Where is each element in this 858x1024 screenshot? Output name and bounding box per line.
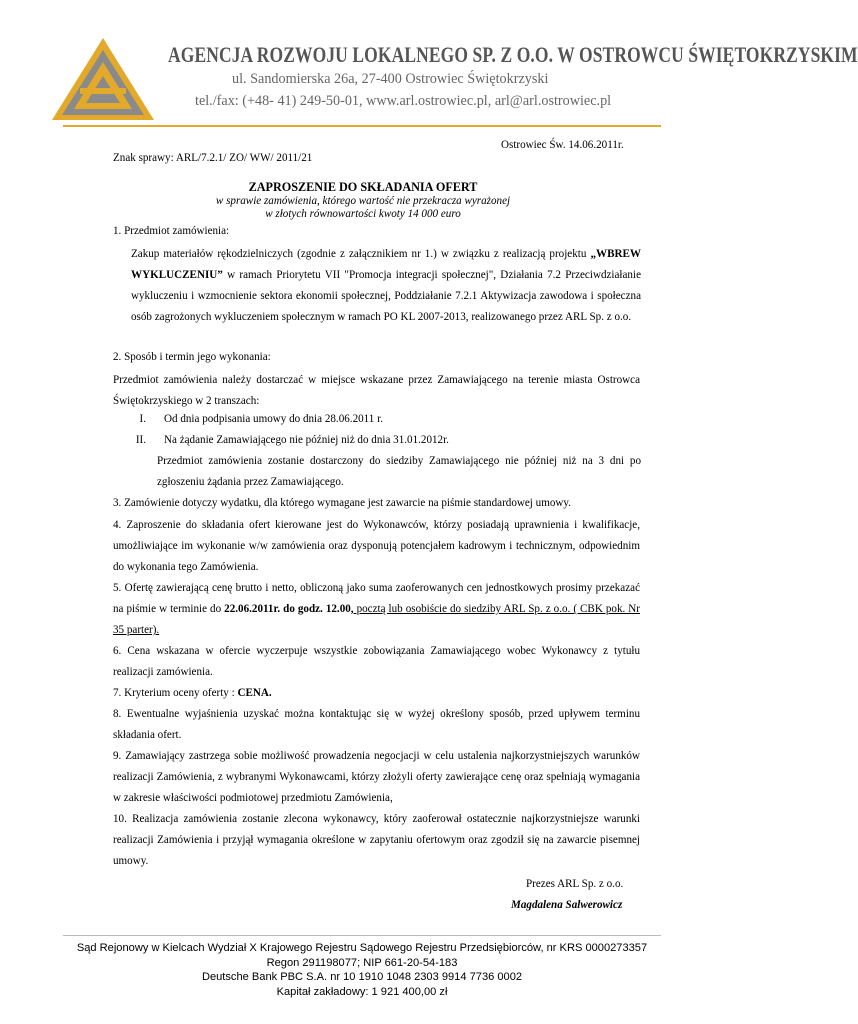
reference-number: Znak sprawy: ARL/7.2.1/ ZO/ WW/ 2011/21 xyxy=(113,152,313,164)
subtitle-line-2: w złotych równowartości kwoty 14 000 euro xyxy=(265,208,461,220)
tranche-1-text: Od dnia podpisania umowy do dnia 28.06.2011 r. xyxy=(164,413,383,425)
agency-contact: tel./fax: (+48- 41) 249-50-01, www.arl.ostrowiec.pl, arl@arl.ostrowiec.pl xyxy=(195,93,612,109)
subtitle-line-1: w sprawie zamówienia, którego wartość nie przekracza wyrażonej xyxy=(215,195,511,207)
section-2-body: Przedmiot zamówienia należy dostarczać w miejsce wskazane przez Zamawiającego na terenie miasta Ostrowca Świętokrzyskiego w 2 transzach: xyxy=(113,374,640,408)
offer-place: pocztą lub osobiście do siedziby ARL Sp. z o.o. ( CBK pok. Nr 35 parter). xyxy=(113,603,640,637)
tranche-2-number: II. xyxy=(135,434,146,446)
header-divider xyxy=(63,125,661,127)
agency-name: AGENCJA ROZWOJU LOKALNEGO SP. Z O.O. W OSTROWCU ŚWIĘTOKRZYSKIM xyxy=(168,42,858,67)
evaluation-criterion: CENA. xyxy=(237,687,272,699)
section-1-text-a: Zakup materiałów rękodzielniczych (zgodnie z załącznikiem nr 1.) w związku z realizacją projektu xyxy=(131,248,587,260)
section-1-text-b: w ramach Priorytetu VII "Promocja integracji społecznej", Działania 7.2 Przeciwdziałanie wykluczeniu i wzmocnienie sektora ekonomii społecznej, Poddziałanie 7.2.1 Aktywizacja zawodowa i społeczna osób zagrożonych wykluczeniem społecznym w ramach PO KL 2007-2013, realizowanego przez ARL Sp. z o.o. xyxy=(131,269,641,324)
section-1-body xyxy=(131,244,641,328)
letterhead xyxy=(0,0,858,128)
footer xyxy=(40,941,684,999)
signature-role: Prezes ARL Sp. z o.o. xyxy=(526,878,624,890)
section-3: 3. Zamówienie dotyczy wydatku, dla którego wymagane jest zawarcie na piśmie standardowej umowy. xyxy=(113,497,571,509)
section-1-heading: 1. Przedmiot zamówienia: xyxy=(113,225,230,237)
document-subtitle xyxy=(113,195,613,221)
tranche-2-note: Przedmiot zamówienia zostanie dostarczony do siedziby Zamawiającego nie później niż na 3 dni po zgłoszeniu żądania przez Zamawiającego. xyxy=(157,455,641,489)
tranche-1 xyxy=(113,409,383,430)
project-name: „WBREW WYKLUCZENIU” xyxy=(131,248,641,282)
section-7-text: 7. Kryterium oceny oferty : xyxy=(113,687,238,699)
footer-line-4: Kapitał zakładowy: 1 921 400,00 zł xyxy=(276,985,448,998)
footer-divider xyxy=(63,935,661,936)
arl-triangle-logo-icon xyxy=(50,36,156,122)
tranche-2 xyxy=(113,430,449,451)
section-10: 10. Realizacja zamówienia zostanie zlecona wykonawcy, który zaoferował ostatecznie najkorzystniejsze warunki realizacji Zamówienia i przyjął wymagania określone w zapytaniu ofertowym oraz zgodził się na zawarcie pisemnej umowy. xyxy=(113,813,640,868)
footer-line-3: Deutsche Bank PBC S.A. nr 10 1910 1048 2303 9914 7736 0002 xyxy=(201,971,523,984)
section-9: 9. Zamawiający zastrzega sobie możliwość prowadzenia negocjacji w celu ustalenia najkorzystniejszych warunków realizacji Zamówienia, z wybranymi Wykonawcami, którzy złożyli oferty zawierające cenę oraz spełniają wymagania w zakresie właściwości podmiotowej przedmiotu Zamówienia, xyxy=(113,750,640,805)
tranche-1-number: I. xyxy=(139,413,146,425)
section-5-text: 5. Ofertę zawierającą cenę brutto i netto, obliczoną jako suma zaoferowanych cen jednostkowych prosimy przekazać na piśmie w terminie do xyxy=(113,582,640,616)
section-7 xyxy=(113,683,640,704)
section-8: 8. Ewentualne wyjaśnienia uzyskać można kontaktując się w wyżej określony sposób, przed upływem terminu składania ofert. xyxy=(113,708,640,742)
footer-line-1: Sąd Rejonowy w Kielcach Wydział X Krajowego Rejestru Sądowego Rejestru Przedsiębiorców, nr KRS 0000273357 xyxy=(76,942,648,954)
offer-deadline: 22.06.2011r. do godz. 12.00, xyxy=(224,603,354,616)
section-4: 4. Zaproszenie do składania ofert kierowane jest do Wykonawców, którzy posiadają uprawnienia i kwalifikacje, umożliwiające im wykonanie w/w zamówienia oraz dysponują potencjałem kadrowym i technicznym, odpowiednim do wykonania tego Zamówienia. xyxy=(113,519,640,574)
tranche-2-text: Na żądanie Zamawiającego nie później niż do dnia 31.01.2012r. xyxy=(164,434,449,446)
footer-line-2: Regon 291198077; NIP 661-20-54-183 xyxy=(266,956,458,969)
document-date: Ostrowiec Św. 14.06.2011r. xyxy=(501,139,624,151)
section-5 xyxy=(113,578,640,641)
section-6: 6. Cena wskazana w ofercie wyczerpuje wszystkie zobowiązania Zamawiającego wobec Wykonawcy z tytułu realizacji zamówienia. xyxy=(113,645,640,679)
agency-address: ul. Sandomierska 26a, 27-400 Ostrowiec Świętokrzyski xyxy=(232,71,549,87)
section-2-heading: 2. Sposób i termin jego wykonania: xyxy=(113,351,271,363)
document-title: ZAPROSZENIE DO SKŁADANIA OFERT xyxy=(248,180,478,194)
signature-name: Magdalena Salwerowicz xyxy=(511,899,623,911)
